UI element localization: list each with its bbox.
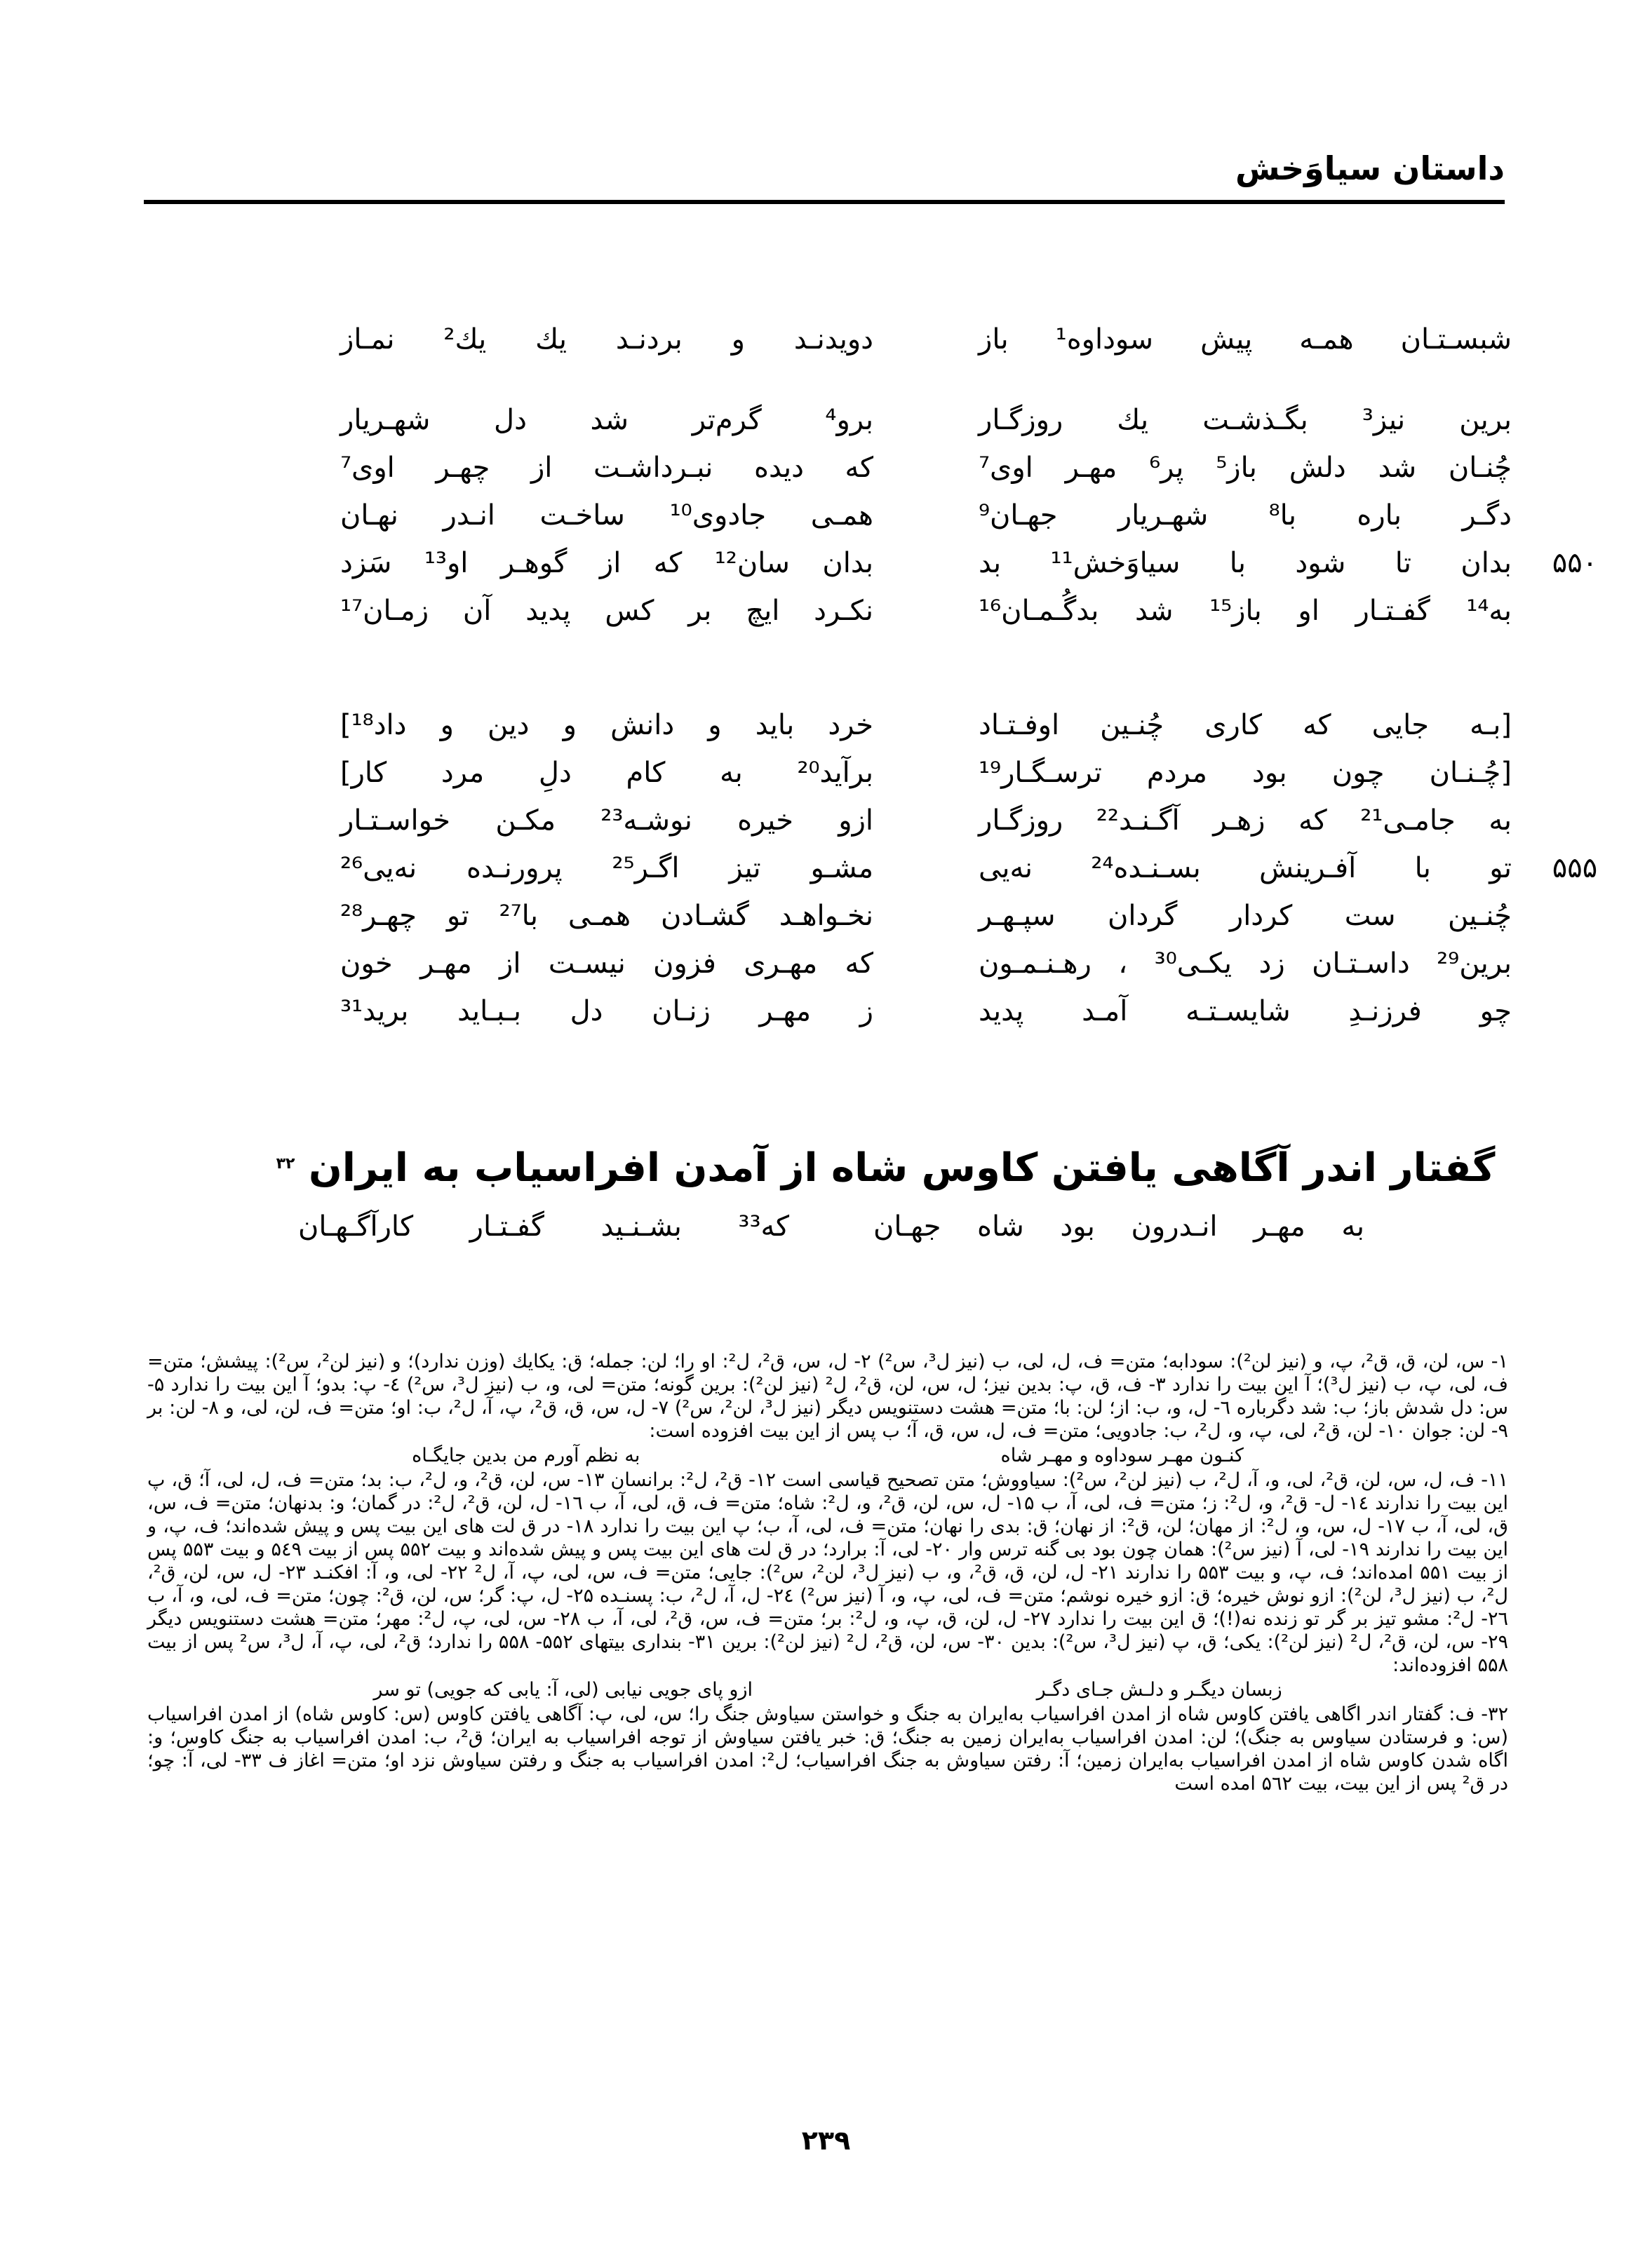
left-hemistich: نخـواهـد گشـادن همـی با²⁷ تو چهـر²⁸	[340, 900, 873, 932]
couplet	[253, 940, 1512, 987]
couplet	[253, 316, 1512, 363]
footnote-block-3: ۳۲- ف: گفتار اندر اگاهی یافتن کاوس شاه از امدن افراسیاب به‌ایران به جنگ و خواستن سیاوش جنگ را؛ س، لی، پ: آگاهی یافتن کاوس (س: کاوس شاه) از امدن افراسیاب (س: و فرستادن سیاوس به جنگ)؛ لن: امدن افراسیاب به‌ایران زمین به جنگ؛ ق: خبر یافتن سیاوش از توجه افراسیاب به ایران؛ ق²، ب: امدن افراسیاب به جنگ کاوس؛ و: اگاه شدن کاوس شاه از امدن افراسیاب به‌ایران زمین؛ آ: رفتن سیاوش به جنگ افراسیاب؛ ل²: امدن افراسیاب به جنگ و رفتن سیاوش نزد او؛ متن= اغاز ف ۳۳- لی، آ: چو؛ در ق² پس از این بیت، بیت ۵٦۲ امده است	[147, 1703, 1508, 1795]
left-hemistich: ز مهـر زنـان دل بـبـاید برید³¹	[340, 995, 873, 1027]
first-couplet-of-section	[274, 1203, 1364, 1250]
left-hemistich: دویدنـد و بردنـد یك یك² نمـاز	[340, 323, 873, 356]
section-heading-text: گفتار اندر آگاهی یافتن کاوس شاه از آمدن افراسیاب به ایران	[308, 1145, 1496, 1192]
right-hemistich: برین نیز³ بگـذشـت یك روزگـار	[979, 404, 1512, 436]
section-heading-footnote-ref: ۳۲	[276, 1155, 295, 1173]
left-hemistich: خرد باید و دانش و دین و داد¹⁸]	[340, 709, 873, 741]
footnote-verse-1	[147, 1444, 1508, 1467]
footnote-verse-left: به نظم آورم من بدین جایگـاه	[412, 1445, 640, 1466]
left-hemistich: ازو خیره نوشـه²³ مکـن خواسـتـار	[340, 804, 873, 837]
footnote-verse-right: کنـون مهـر سوداوه و مهـر شاه	[1000, 1445, 1244, 1466]
footnotes	[147, 1350, 1508, 1795]
couplet	[253, 987, 1512, 1035]
stanza-2	[253, 396, 1598, 635]
left-hemistich: که دیده نبـرداشـت از چهـر اوی⁷	[340, 452, 873, 484]
right-hemistich: چو فرزنـدِ شایسـتـه آمـد پدید	[979, 995, 1512, 1027]
chapter-title: داستان سیاوَخش	[1235, 149, 1505, 187]
couplet	[253, 797, 1512, 844]
right-hemistich: دگـر باره با⁸ شهـریار جهـان⁹	[979, 499, 1512, 532]
left-hemistich: مشـو تیز اگـر²⁵ پرورنـده نه‌یی²⁶	[340, 852, 874, 884]
right-hemistich: برین²⁹ داسـتـان زد یکـی³⁰ ، رهـنـمـون	[979, 947, 1512, 980]
left-hemistich: که³³ بشـنـید گفـتـار کارآگـهـان	[298, 1210, 789, 1243]
couplet	[274, 1203, 1364, 1250]
couplet	[253, 844, 1598, 892]
left-hemistich: نکـرد ایچ بر کس پدید آن زمـان¹⁷	[340, 595, 873, 627]
right-hemistich: [چُـنـان چون بود مردم ترسـگـار¹⁹	[979, 757, 1512, 789]
left-hemistich: بدان سان¹² که از گوهـر او¹³ سَزد	[340, 547, 873, 579]
left-hemistich: همـی جادوی¹⁰ ساخـت انـدر نهـان	[340, 499, 873, 532]
couplet	[253, 492, 1512, 539]
right-hemistich: به¹⁴ گفـتـار او باز¹⁵ شد بدگُـمـان¹⁶	[979, 595, 1512, 627]
right-hemistich: بدان تا شود با سیاوَخش¹¹ بد	[979, 547, 1512, 579]
footnote-verse-2	[147, 1678, 1508, 1701]
page-number: ۲۳۹	[801, 2125, 851, 2156]
stanza-1	[253, 316, 1512, 363]
right-hemistich: شبسـتـان همـه پیش سوداوه¹ باز	[979, 323, 1512, 356]
running-head	[144, 144, 1505, 204]
verse-number: ۵۵۵	[1552, 852, 1598, 884]
footnote-block-2: ۱۱- ف، ل، س، لن، ق²، لی، و، آ، ل²، ب (نیز لن²، س²): سیاووش؛ متن تصحیح قیاسی است ۱۲- ق²، ل²: برانسان ۱۳- س، لن، ق²، و، ل²، ب: بد؛ متن= ف، ل، لی، آ؛ ق، پ این بیت را ندارند ۱٤- ل- ق²، و، ل²: ز؛ متن= ف، لی، آ، ب ۱۵- ل، س، لن، ق²، و، ل²: شاه؛ متن= ف، ق، لی، آ، ب ۱٦- ل، لن، ق²، ل²: در گمان؛ و: بدنهان؛ متن= ف، س، ق، لی، آ، ب ۱۷- ل، س، و، ل²: از مهان؛ لن، ق²: از نهان؛ ق: بدی را نهان؛ متن= ف، لی، آ، ب؛ پ این بیت را ندارد ۱۸- در ق لت های این بیت پس و پیش شده‌اند؛ ف، پ، و این بیت را ندارند ۱۹- لی، آ (نیز س²): همان چون بود بی گنه ترس وار ۲۰- لی، آ: برارد؛ در ق لت های این بیت پس و پیش شده‌اند و بیت ۵۵۲ پس از بیت ۵٤۹ و بیت ۵۵۳ پس از بیت ۵۵۱ امده‌اند؛ ف، پ، و بیت ۵۵۳ را ندارند ۲۱- ل، لن، ق، ق²، و، ب (نیز ل³، لن²، س²): جایی؛ متن= ف، س، لی، پ، آ، ل² ۲۲- لی، و، آ: افکنـد ۲۳- ل، س، لن، ق²، ل²، ب (نیز ل³، لن²): ازو نوش خیره؛ ق: ازو خیره نوشم؛ متن= ف، لی، پ، و، آ (نیز س²) ۲٤- ل، آ، ل²، ب: پسنـده ۲۵- ل، پ: گر؛ س، لن، ق²: چون؛ متن= ف، لی، و، آ، ب ۲٦- ل²: مشو تیز بر گر تو زنده نه(!)؛ ق این بیت را ندارد ۲۷- ل، لن، ق، پ، و، ل²: بر؛ متن= ف، س، ق²، لی، آ، ب ۲۸- س، لی، پ، ل²: مهر؛ متن= هشت دستنویس دیگر ۲۹- س، لن، ق²، ل² (نیز لن²): یکی؛ ق، پ (نیز ل³، س²): بدین ۳۰- س، لن، ق²، ل² (نیز لن²): برین ۳۱- بنداری بیتهای ۵۵۲- ۵۵۸ را ندارد؛ ق²، لی، پ، آ، ل³، س² پس از بیت ۵۵۸ افزوده‌اند:	[147, 1469, 1509, 1676]
section-heading	[260, 1137, 1512, 1200]
right-hemistich: تو با آفـرینش بسـنـده²⁴ نه‌یی	[979, 852, 1512, 884]
left-hemistich: برآید²⁰ به کام دلِ مرد کار]	[340, 757, 873, 789]
right-hemistich: [بـه جایی که کاری چُنـین اوفـتـاد	[979, 709, 1512, 741]
stanza-3	[253, 701, 1598, 1035]
footnote-verse-left: ازو پای جویی نیابی (لی، آ: یابی که جویی) تو سر	[373, 1679, 753, 1701]
couplet	[253, 892, 1512, 940]
right-hemistich: چُنـین ست کردار گردان سپـهـر	[979, 900, 1512, 932]
footnote-block-1: ۱- س، لن، ق، ق²، پ، و (نیز لن²): سودابه؛ متن= ف، ل، لی، ب (نیز ل³، س²) ۲- ل، س، ق²، ل²: او را؛ لن: جمله؛ ق: یکایك (وزن ندارد)؛ و (نیز لن²، س²): پیشش؛ متن= ف، لی، پ، ب (نیز ل³)؛ آ این بیت را ندارد ۳- ف، ق، پ: بدین نیز؛ ل، س، لن، ق²، ل² (نیز لن²): برین گونه؛ متن= لی، و، ب (نیز ل³، س²) ٤- پ: بدو؛ آ این بیت را ندارد ۵- س: دل شدش باز؛ ب: شد دگرباره ٦- ل، و، ب: از؛ لن: با؛ متن= هشت دستنویس دیگر (نیز ل³، لن²، س²) ۷- ل، س، ق، ق²، پ، آ، ل²، ب: او؛ متن= ف، لن، لی، و ۸- لن: بر ۹- لن: جوان ۱۰- لن، ق²، لی، پ، و، ل²، ب: جادویی؛ متن= ف، ل، س، ق، آ؛ ب پس از این بیت افزوده است:	[147, 1351, 1509, 1442]
footnote-verse-right: زبسان دیگـر و دلـش جـای دگـر	[1036, 1679, 1282, 1701]
left-hemistich: برو⁴ گرم‌تر شد دل شهـریار	[340, 404, 873, 436]
verse-number: ۵۵۰	[1552, 547, 1598, 579]
couplet	[253, 396, 1512, 444]
couplet	[253, 444, 1512, 492]
couplet	[253, 701, 1512, 749]
couplet	[253, 539, 1598, 587]
right-hemistich: به مهـر انـدرون بود شاه جهـان	[873, 1210, 1364, 1243]
couplet	[253, 587, 1512, 635]
couplet	[253, 749, 1512, 797]
left-hemistich: که مهـری فزون نیسـت از مهـر خون	[340, 947, 873, 980]
right-hemistich: به جامـی²¹ که زهـر آگـنـد²² روزگـار	[979, 804, 1512, 837]
right-hemistich: چُنـان شد دلش باز⁵ پر⁶ مهـر اوی⁷	[979, 452, 1512, 484]
